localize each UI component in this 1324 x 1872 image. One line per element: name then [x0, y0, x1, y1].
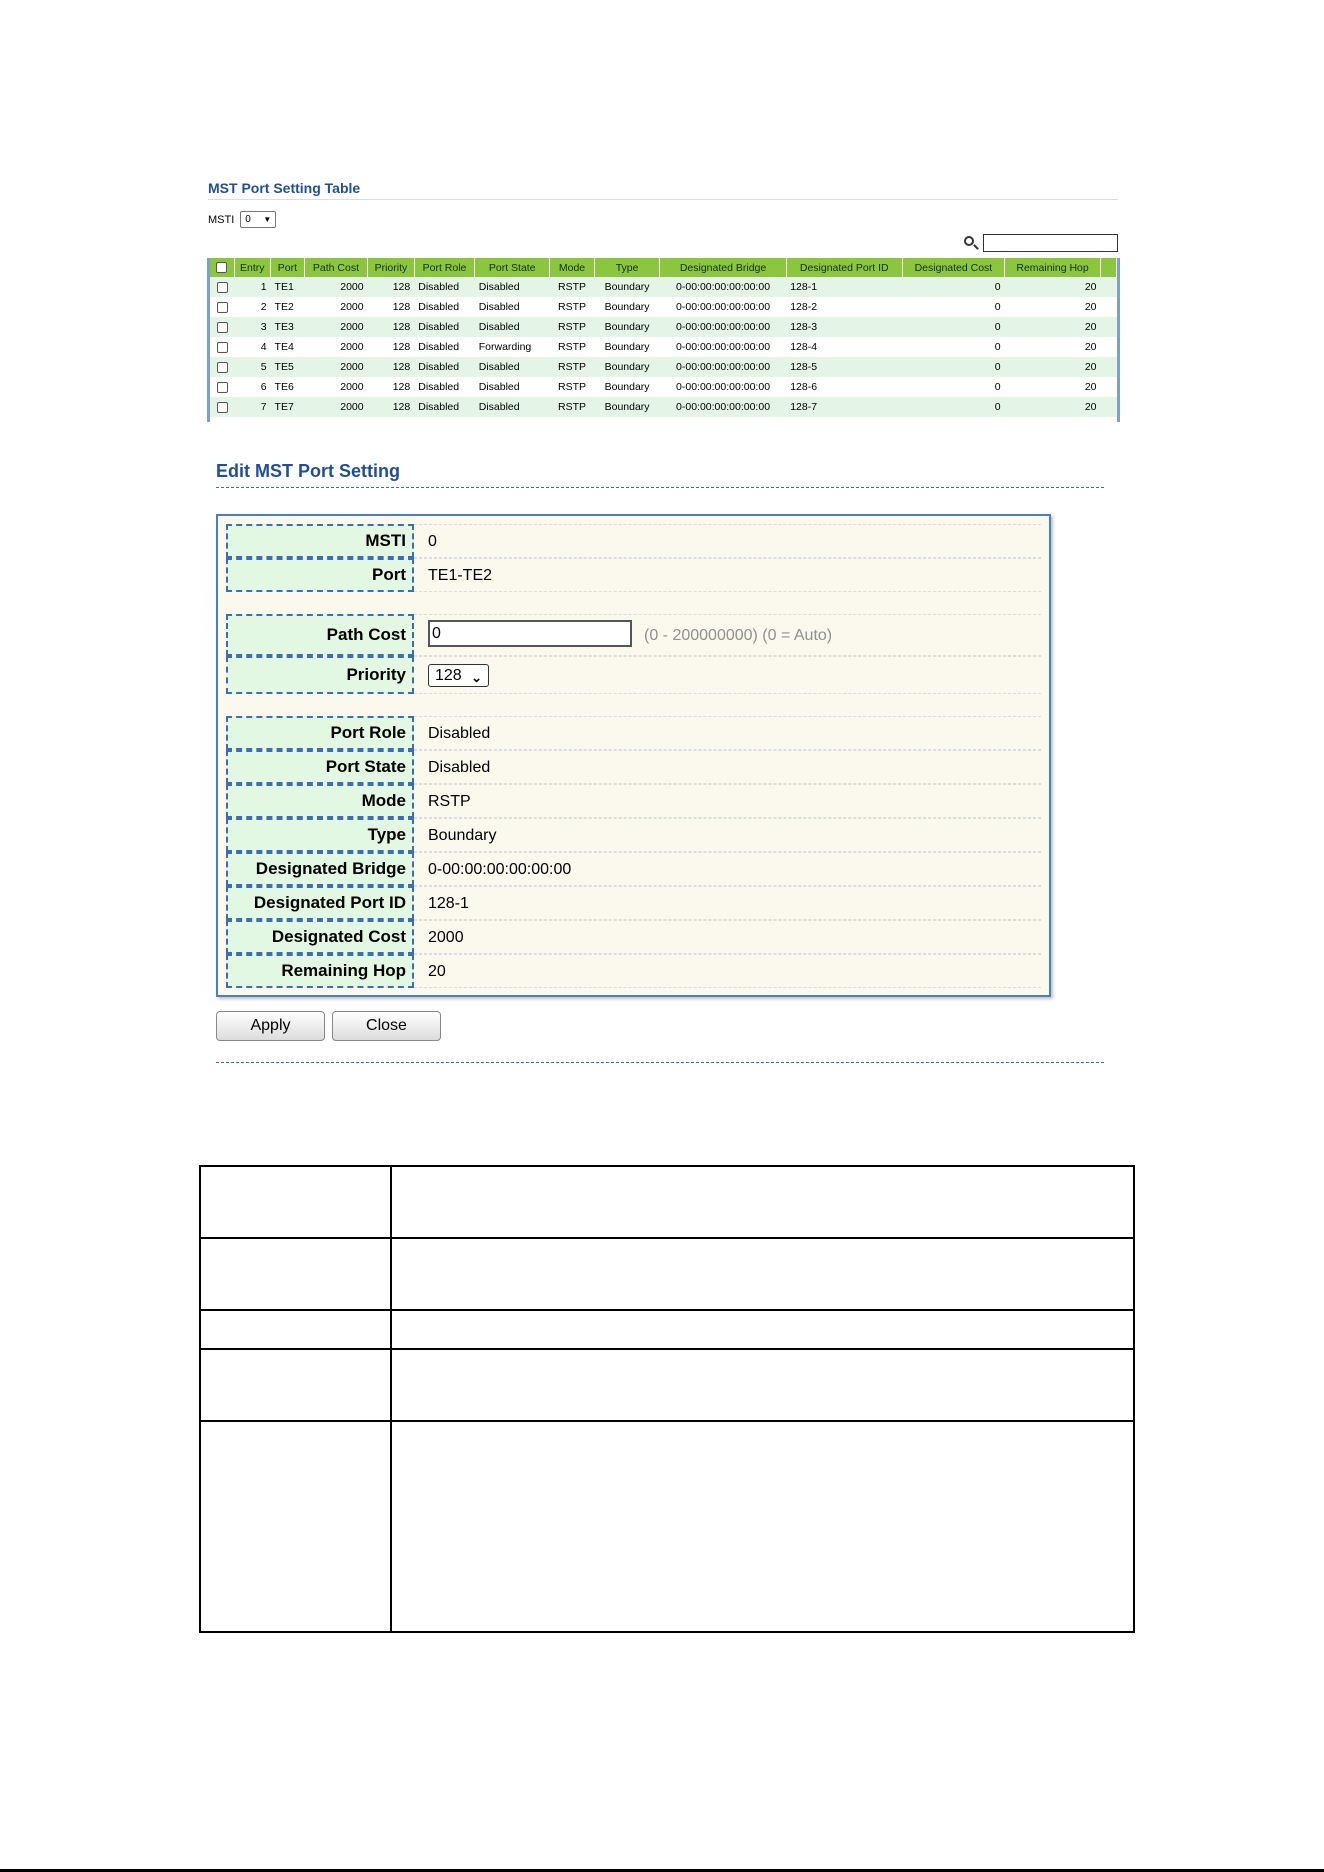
- msti-select[interactable]: [240, 211, 276, 228]
- field-label: Type: [226, 818, 414, 852]
- cell-port-state: Forwarding: [475, 337, 550, 357]
- row-pad: [1101, 337, 1117, 357]
- document-table-row: [200, 1310, 1134, 1349]
- field-label: MSTI: [226, 524, 414, 558]
- cell-type: Boundary: [594, 357, 660, 377]
- field-value: Boundary: [414, 818, 1041, 852]
- field-msti: [226, 524, 1041, 558]
- cell-mode: RSTP: [550, 377, 595, 397]
- apply-button[interactable]: Apply: [216, 1011, 325, 1041]
- table-row[interactable]: [210, 357, 1117, 377]
- cell-port: TE4: [271, 337, 305, 357]
- field-label: Port State: [226, 750, 414, 784]
- row-pad: [1101, 297, 1117, 317]
- field-path-cost: [226, 614, 1041, 656]
- column-header[interactable]: Port State: [475, 258, 550, 277]
- msti-select-value: 0: [245, 214, 251, 225]
- cell-priority: 128: [368, 377, 415, 397]
- field-value: Disabled: [414, 750, 1041, 784]
- cell-port-role: Disabled: [414, 357, 475, 377]
- row-checkbox[interactable]: [217, 302, 228, 313]
- msti-label: MSTI: [208, 213, 235, 226]
- field-label: Mode: [226, 784, 414, 818]
- row-checkbox[interactable]: [217, 382, 228, 393]
- document-table: [199, 1165, 1135, 1633]
- select-all-checkbox[interactable]: [216, 262, 227, 273]
- row-pad: [1101, 357, 1117, 377]
- field-value: 0-00:00:00:00:00:00: [414, 852, 1041, 886]
- cell-port-state: Disabled: [475, 357, 550, 377]
- cell-remaining-hop: 20: [1005, 357, 1101, 377]
- cell-mode: RSTP: [550, 337, 595, 357]
- priority-select[interactable]: [428, 664, 489, 687]
- field-label: Designated Port ID: [226, 886, 414, 920]
- field-port-role: [226, 716, 1041, 750]
- field-value: 20: [414, 954, 1041, 988]
- cell-designated-port-id: 128-6: [786, 377, 902, 397]
- field-remaining-hop: [226, 954, 1041, 988]
- row-checkbox-cell: [210, 297, 234, 317]
- column-header[interactable]: Designated Cost: [902, 258, 1004, 277]
- cell-remaining-hop: 20: [1005, 317, 1101, 337]
- priority-select-value: 128: [435, 667, 462, 684]
- mst-port-table-frame: [207, 258, 1120, 422]
- field-value: 2000: [414, 920, 1041, 954]
- row-pad: [1101, 277, 1117, 297]
- field-label: Path Cost: [226, 614, 414, 656]
- edit-panel: [216, 514, 1051, 997]
- cell-port-role: Disabled: [414, 337, 475, 357]
- msti-filter: [208, 211, 276, 228]
- cell-designated-cost: 0: [902, 337, 1004, 357]
- cell-designated-port-id: 128-3: [786, 317, 902, 337]
- cell-designated-port-id: 128-4: [786, 337, 902, 357]
- path-cost-hint: (0 - 200000000) (0 = Auto): [644, 627, 833, 644]
- cell-remaining-hop: 20: [1005, 277, 1101, 297]
- field-value: [414, 614, 1041, 656]
- cell-priority: 128: [368, 317, 415, 337]
- field-label: Designated Bridge: [226, 852, 414, 886]
- field-label: Port Role: [226, 716, 414, 750]
- field-label: Remaining Hop: [226, 954, 414, 988]
- document-table-row: [200, 1421, 1134, 1632]
- chevron-down-icon: ⌄: [471, 670, 482, 685]
- field-value: TE1-TE2: [414, 558, 1041, 592]
- cell-priority: 128: [368, 277, 415, 297]
- cell-priority: 128: [368, 357, 415, 377]
- row-checkbox-cell: [210, 337, 234, 357]
- cell-designated-cost: 0: [902, 397, 1004, 417]
- field-label: Port: [226, 558, 414, 592]
- table-row[interactable]: [210, 397, 1117, 417]
- search-icon[interactable]: [963, 235, 979, 251]
- cell-designated-bridge: 0-00:00:00:00:00:00: [660, 297, 786, 317]
- row-checkbox[interactable]: [217, 402, 228, 413]
- cell-designated-bridge: 0-00:00:00:00:00:00: [660, 277, 786, 297]
- table-row[interactable]: [210, 277, 1117, 297]
- column-header[interactable]: Designated Bridge: [660, 258, 786, 277]
- column-header[interactable]: Path Cost: [304, 258, 367, 277]
- field-designated-cost: [226, 920, 1041, 954]
- cell-port: TE5: [271, 357, 305, 377]
- column-header[interactable]: Priority: [368, 258, 415, 277]
- field-designated-port-id: [226, 886, 1041, 920]
- field-value: RSTP: [414, 784, 1041, 818]
- field-value: 0: [414, 524, 1041, 558]
- cell-port-state: Disabled: [475, 317, 550, 337]
- cell-remaining-hop: 20: [1005, 397, 1101, 417]
- cell-entry: 5: [234, 357, 271, 377]
- cell-mode: RSTP: [550, 297, 595, 317]
- cell-entry: 4: [234, 337, 271, 357]
- column-header[interactable]: Port Role: [414, 258, 475, 277]
- section-divider: [216, 1062, 1104, 1063]
- row-checkbox[interactable]: [217, 282, 228, 293]
- row-pad: [1101, 317, 1117, 337]
- table-row[interactable]: [210, 377, 1117, 397]
- field-priority: [226, 656, 1041, 694]
- field-label: Priority: [226, 656, 414, 694]
- column-header[interactable]: Remaining Hop: [1005, 258, 1101, 277]
- cell-designated-cost: 0: [902, 377, 1004, 397]
- mst-port-table: [210, 258, 1117, 417]
- cell-remaining-hop: 20: [1005, 337, 1101, 357]
- column-header[interactable]: Type: [594, 258, 660, 277]
- field-designated-bridge: [226, 852, 1041, 886]
- column-header[interactable]: Entry: [234, 258, 271, 277]
- cell-priority: 128: [368, 397, 415, 417]
- cell-type: Boundary: [594, 377, 660, 397]
- row-pad: [1101, 377, 1117, 397]
- cell-designated-bridge: 0-00:00:00:00:00:00: [660, 337, 786, 357]
- cell-path-cost: 2000: [304, 297, 367, 317]
- cell-path-cost: 2000: [304, 277, 367, 297]
- cell-port-state: Disabled: [475, 377, 550, 397]
- cell-port: TE1: [271, 277, 305, 297]
- column-header[interactable]: Port: [271, 258, 305, 277]
- cell-port-role: Disabled: [414, 317, 475, 337]
- cell-entry: 7: [234, 397, 271, 417]
- cell-port-role: Disabled: [414, 377, 475, 397]
- column-header[interactable]: Mode: [550, 258, 595, 277]
- field-port: [226, 558, 1041, 592]
- cell-entry: 3: [234, 317, 271, 337]
- row-pad: [1101, 397, 1117, 417]
- row-checkbox-cell: [210, 397, 234, 417]
- table-search: [963, 234, 1118, 252]
- cell-priority: 128: [368, 297, 415, 317]
- cell-mode: RSTP: [550, 277, 595, 297]
- cell-port-role: Disabled: [414, 297, 475, 317]
- cell-type: Boundary: [594, 277, 660, 297]
- field-value: [414, 656, 1041, 694]
- cell-mode: RSTP: [550, 357, 595, 377]
- row-checkbox-cell: [210, 377, 234, 397]
- document-table-row: [200, 1166, 1134, 1238]
- table-header-row: [210, 258, 1117, 277]
- cell-path-cost: 2000: [304, 397, 367, 417]
- field-label: Designated Cost: [226, 920, 414, 954]
- path-cost-input[interactable]: [428, 620, 632, 647]
- cell-designated-port-id: 128-2: [786, 297, 902, 317]
- cell-entry: 6: [234, 377, 271, 397]
- table-title: MST Port Setting Table: [208, 180, 1118, 200]
- field-type: [226, 818, 1041, 852]
- row-checkbox[interactable]: [217, 322, 228, 333]
- cell-port: TE3: [271, 317, 305, 337]
- cell-designated-port-id: 128-5: [786, 357, 902, 377]
- cell-entry: 1: [234, 277, 271, 297]
- search-input[interactable]: [983, 234, 1118, 252]
- cell-designated-cost: 0: [902, 277, 1004, 297]
- row-checkbox[interactable]: [217, 342, 228, 353]
- cell-path-cost: 2000: [304, 337, 367, 357]
- cell-type: Boundary: [594, 317, 660, 337]
- column-header[interactable]: Designated Port ID: [786, 258, 902, 277]
- cell-path-cost: 2000: [304, 377, 367, 397]
- cell-remaining-hop: 20: [1005, 377, 1101, 397]
- cell-priority: 128: [368, 337, 415, 357]
- field-value: 128-1: [414, 886, 1041, 920]
- cell-remaining-hop: 20: [1005, 297, 1101, 317]
- document-table-row: [200, 1238, 1134, 1310]
- cell-type: Boundary: [594, 337, 660, 357]
- cell-designated-bridge: 0-00:00:00:00:00:00: [660, 397, 786, 417]
- cell-designated-bridge: 0-00:00:00:00:00:00: [660, 317, 786, 337]
- cell-type: Boundary: [594, 297, 660, 317]
- cell-port: TE7: [271, 397, 305, 417]
- field-port-state: [226, 750, 1041, 784]
- cell-designated-port-id: 128-1: [786, 277, 902, 297]
- row-checkbox-cell: [210, 317, 234, 337]
- cell-path-cost: 2000: [304, 317, 367, 337]
- table-row[interactable]: [210, 297, 1117, 317]
- cell-port: TE2: [271, 297, 305, 317]
- cell-path-cost: 2000: [304, 357, 367, 377]
- cell-designated-cost: 0: [902, 357, 1004, 377]
- field-mode: [226, 784, 1041, 818]
- row-checkbox-cell: [210, 277, 234, 297]
- cell-port: TE6: [271, 377, 305, 397]
- row-checkbox[interactable]: [217, 362, 228, 373]
- cell-designated-bridge: 0-00:00:00:00:00:00: [660, 377, 786, 397]
- close-button[interactable]: Close: [332, 1011, 441, 1041]
- cell-designated-port-id: 128-7: [786, 397, 902, 417]
- cell-designated-cost: 0: [902, 317, 1004, 337]
- cell-port-role: Disabled: [414, 277, 475, 297]
- chevron-down-icon: ▼: [263, 215, 272, 224]
- table-row[interactable]: [210, 317, 1117, 337]
- document-table-row: [200, 1349, 1134, 1421]
- cell-port-state: Disabled: [475, 297, 550, 317]
- cell-type: Boundary: [594, 397, 660, 417]
- cell-mode: RSTP: [550, 317, 595, 337]
- cell-entry: 2: [234, 297, 271, 317]
- cell-mode: RSTP: [550, 397, 595, 417]
- cell-port-state: Disabled: [475, 277, 550, 297]
- cell-designated-cost: 0: [902, 297, 1004, 317]
- edit-title: Edit MST Port Setting: [216, 461, 1104, 488]
- cell-port-state: Disabled: [475, 397, 550, 417]
- table-row[interactable]: [210, 337, 1117, 357]
- row-checkbox-cell: [210, 357, 234, 377]
- field-value: Disabled: [414, 716, 1041, 750]
- cell-designated-bridge: 0-00:00:00:00:00:00: [660, 357, 786, 377]
- cell-port-role: Disabled: [414, 397, 475, 417]
